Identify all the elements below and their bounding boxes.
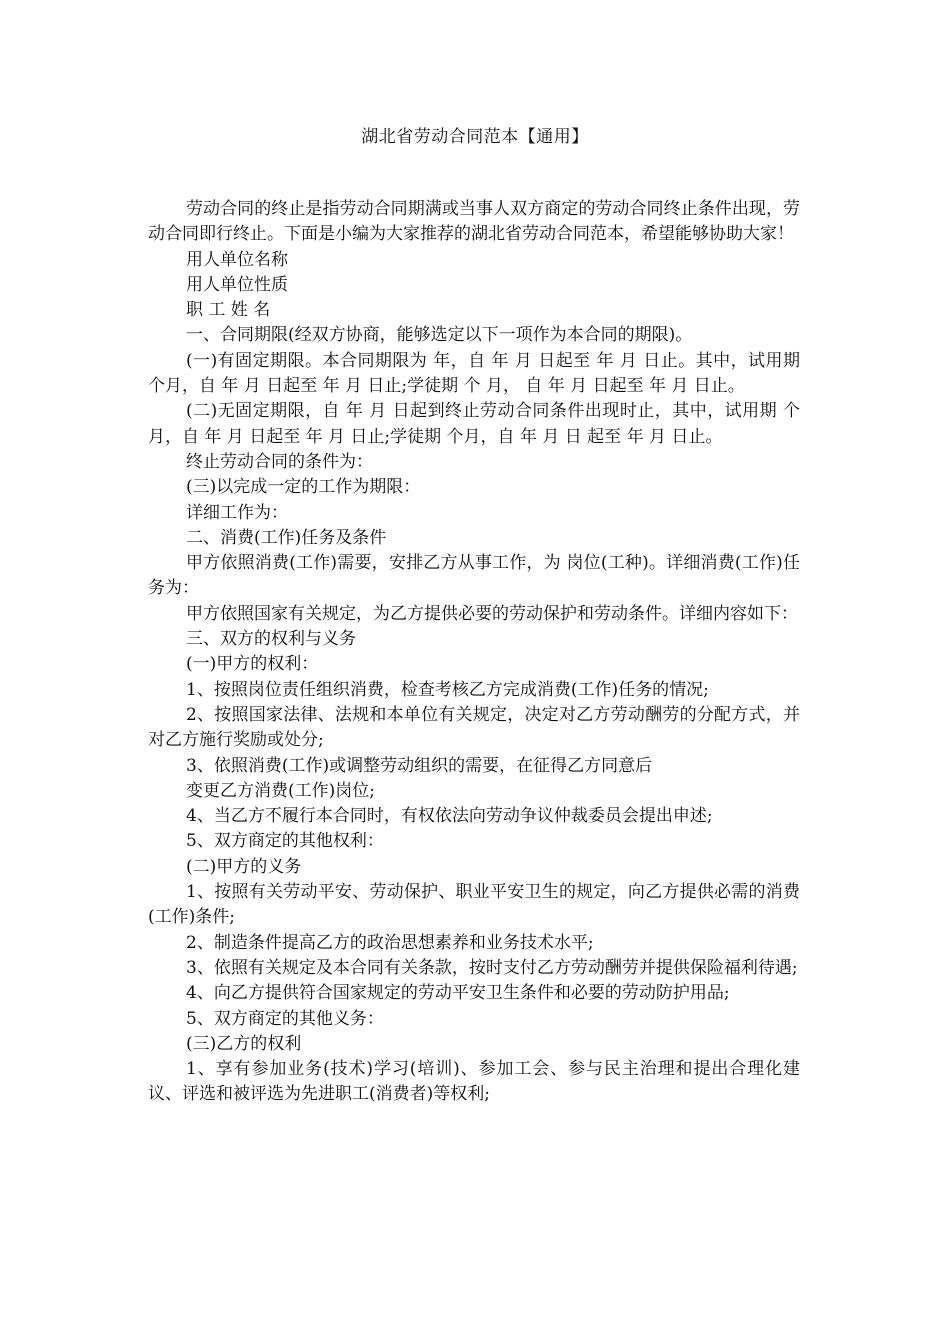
document-body [148,197,800,1108]
section-heading-term: 一、合同期限(经双方协商，能够选定以下一项作为本合同的期限)。 [186,325,693,346]
field-employer-type: 用人单位性质 [186,274,288,295]
list-item: 2、按照国家法律、法规和本单位有关规定，决定对乙方劳动酬劳的分配方式，并对乙方施行奖励或处分; [148,704,800,751]
subsection-heading: (一)甲方的权利： [186,654,319,675]
paragraph: 甲方依照国家有关规定，为乙方提供必要的劳动保护和劳动条件。详细内容如下： [186,603,798,624]
paragraph: (三)以完成一定的工作为期限： [186,477,421,498]
list-item: 3、依照有关规定及本合同有关条款，按时支付乙方劳动酬劳并提供保险福利待遇; [186,957,798,978]
document-title: 湖北省劳动合同范本【通用】 [361,127,589,147]
list-item: 2、制造条件提高乙方的政治思想素养和业务技术水平; [186,932,594,953]
list-item: 3、依照消费(工作)或调整劳动组织的需要，在征得乙方同意后 [186,755,653,776]
paragraph: (一)有固定期限。本合同期限为 年，自 年 月 日起至 年 月 日止。其中，试用期 个月，自 年 月 日起至 年 月 日止;学徒期 个 月， 自 年 月 日起至 年 月 日止。 [148,350,800,397]
list-item: 5、双方商定的其他义务： [186,1008,384,1029]
list-item: 1、按照岗位责任组织消费，检查考核乙方完成消费(工作)任务的情况; [186,679,709,700]
list-item: 1、按照有关劳动平安、劳动保护、职业平安卫生的规定，向乙方提供必需的消费(工作)条件; [148,882,800,928]
paragraph-intro: 劳动合同的终止是指劳动合同期满或当事人双方商定的劳动合同终止条件出现，劳动合同即行终止。下面是小编为大家推荐的湖北省劳动合同范本，希望能够协助大家！ [148,199,800,245]
list-item: 变更乙方消费(工作)岗位; [186,780,375,801]
field-employer-name: 用人单位名称 [186,249,288,270]
subsection-heading: (二)甲方的义务 [186,856,302,877]
subsection-heading: (三)乙方的权利 [186,1033,302,1054]
list-item: 4、当乙方不履行本合同时，有权依法向劳动争议仲裁委员会提出申述; [186,806,713,827]
section-heading-rights: 三、双方的权利与义务 [186,629,356,650]
field-employee-name: 职 工 姓 名 [186,300,271,321]
paragraph: 详细工作为： [186,502,288,523]
list-item: 5、双方商定的其他权利： [186,831,384,852]
paragraph: 终止劳动合同的条件为： [186,451,373,472]
paragraph: 甲方依照消费(工作)需要，安排乙方从事工作，为 岗位(工种)。详细消费(工作)任务为： [148,553,800,599]
list-item: 4、向乙方提供符合国家规定的劳动平安卫生条件和必要的劳动防护用品; [186,983,730,1004]
list-item: 1、享有参加业务(技术)学习(培训)、参加工会、参与民主治理和提出合理化建议、评选和被评选为先进职工(消费者)等权利; [148,1059,800,1105]
section-heading-tasks: 二、消费(工作)任务及条件 [186,527,387,548]
paragraph: (二)无固定期限，自 年 月 日起到终止劳动合同条件出现时止，其中，试用期 个月，自 年 月 日起至 年 月 日止;学徒期 个月，自 年 月 日 起至 年 月 日止。 [148,401,800,447]
